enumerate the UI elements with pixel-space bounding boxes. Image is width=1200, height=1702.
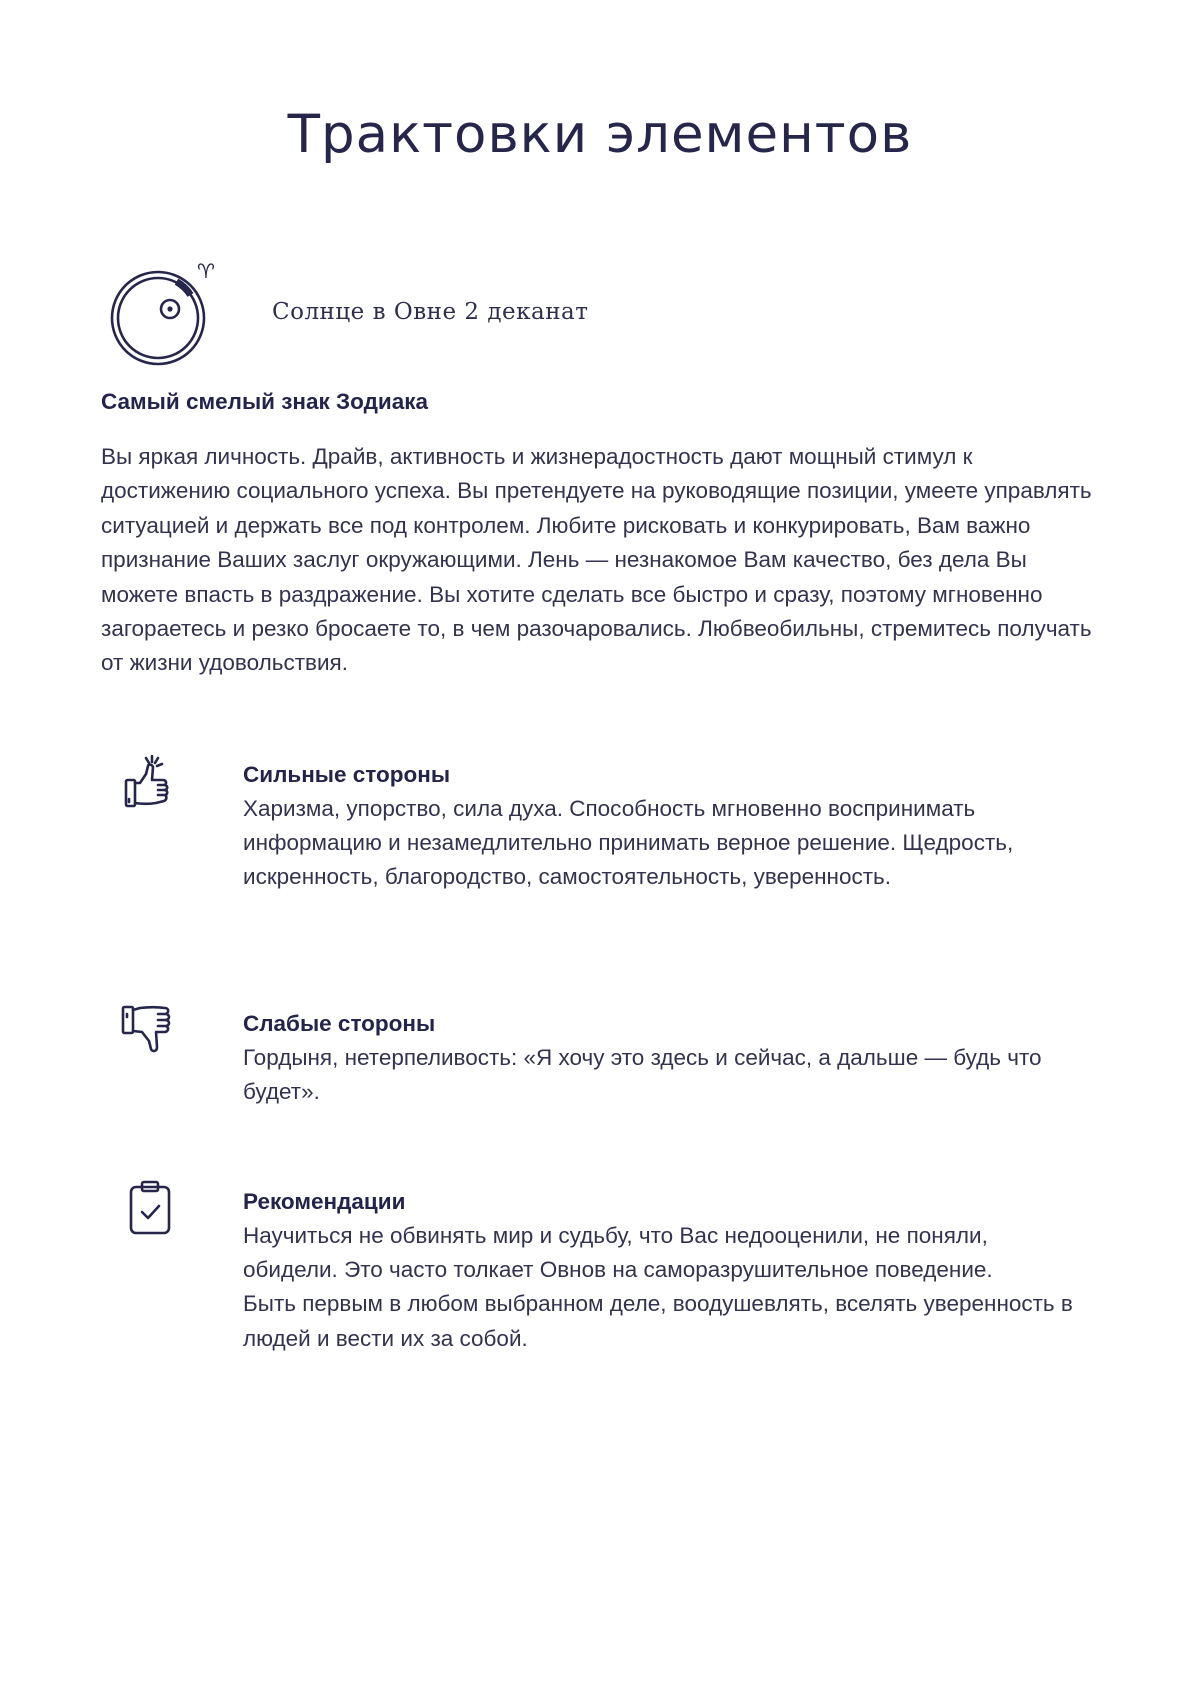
clipboard-check-icon: [118, 1177, 182, 1241]
section-title: Слабые стороны: [243, 1011, 436, 1036]
section-text: [243, 1041, 1083, 1109]
section-paragraph: Харизма, упорство, сила духа. Способность мгновенно воспринимать информацию и незамедлительно принимать верное решение. Щедрость, искренность, благородство, самостоятельность, уверенность.: [243, 796, 1014, 890]
section-text: [243, 792, 1083, 895]
thumbs-down-icon: [118, 999, 182, 1063]
section-text: [243, 1219, 1083, 1356]
sun-in-aries-dial-icon: [108, 255, 223, 370]
aries-glyph: ♈: [197, 259, 215, 283]
section-title: Сильные стороны: [243, 762, 451, 787]
section-title: Рекомендации: [243, 1189, 406, 1214]
section-paragraph: Гордыня, нетерпеливость: «Я хочу это здесь и сейчас, а дальше — будь что будет».: [243, 1045, 1042, 1105]
page-title: Трактовки элементов: [287, 104, 913, 165]
section-paragraph: Быть первым в любом выбранном деле, воодушевлять, вселять уверенность в людей и вести их за собой.: [243, 1291, 1073, 1351]
intro-heading: Самый смелый знак Зодиака: [101, 389, 428, 414]
thumbs-up-icon: [118, 750, 182, 814]
intro-text: Вы яркая личность. Драйв, активность и жизнерадостность дают мощный стимул к достижению социального успеха. Вы претендуете на руководящие позиции, умеете управлять ситуацией и держать все под контролем. Любите рисковать и конкурировать, Вам важно признание Ваших заслуг окружающими. Лень — незнакомое Вам качество, без дела Вы можете впасть в раздражение. Вы хотите сделать все быстро и сразу, поэтому мгновенно загораетесь и резко бросаете то, в чем разочаровались. Любвеобильны, стремитесь получать от жизни удовольствия.: [101, 444, 1092, 676]
planet-label: Солнце в Овне 2 деканат: [272, 299, 589, 325]
section-paragraph: Научиться не обвинять мир и судьбу, что Вас недооценили, не поняли, обидели. Это часто толкает Овнов на саморазрушительное поведение.: [243, 1223, 993, 1283]
